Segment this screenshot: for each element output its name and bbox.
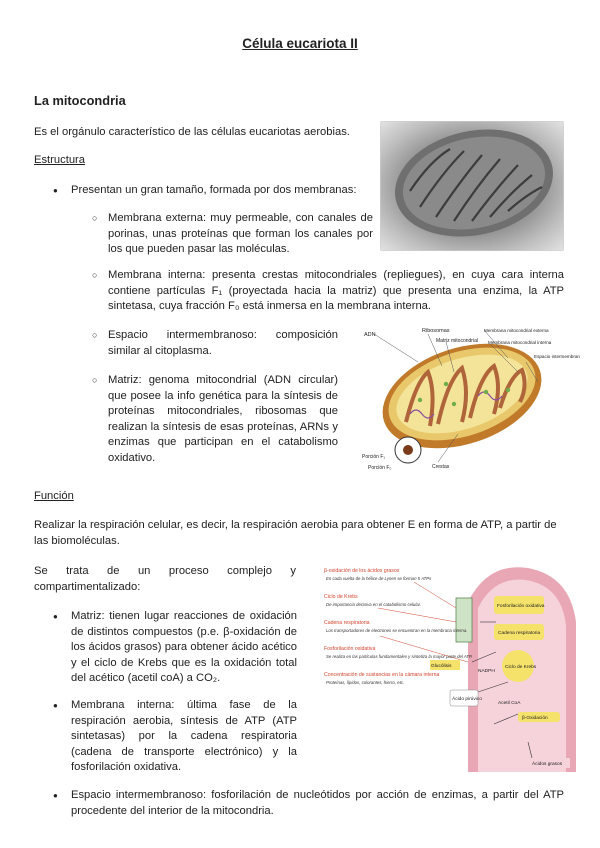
page-title: Célula eucariota II xyxy=(242,36,358,51)
label-f0: Porción F₀ xyxy=(368,465,392,471)
label-f1: Porción F₁ xyxy=(362,454,386,460)
legend-title-1: Ciclo de Krebs xyxy=(324,594,358,600)
legend-desc-4: Proteínas, lípidos, colorantes, hierro, etc. xyxy=(326,680,405,685)
label-matriz: Matriz mitocondrial xyxy=(436,338,478,344)
box-acetil: Acetil CoA xyxy=(498,701,521,706)
legend-desc-2: Los transportadores de electrones se encuentran en la membrana interna. xyxy=(326,628,468,633)
item-membrana-interna: ○ Membrana interna: presenta crestas mitocondriales (repliegues), en cuya cara interna contiene partículas F₁ (proyectada hacia la matriz) que presenta una enzima, la ATP sintetasa, cuya fracción F₀ está inmersa en la membrana interna. xyxy=(108,268,564,315)
label-externa: Membrana mitocondrial externa xyxy=(484,328,549,333)
funcion-bullet-matriz: ● Matriz: tienen lugar reacciones de oxidación de distintos compuestos (p.e. β-oxidación de los ácidos grasos) para obtener ácido acético y el ciclo de Krebs que es la oxidación total del acético (acetil coA) a CO₂. xyxy=(71,609,297,687)
section-heading: La mitocondria xyxy=(34,93,126,108)
box-fosforilacion: Fosforilación oxidativa xyxy=(497,604,545,609)
box-ciclo: Ciclo de Krebs xyxy=(505,665,537,670)
box-cadena: Cadena respiratoria xyxy=(498,631,541,636)
intro-text: Es el orgánulo característico de las células eucariotas aerobias. xyxy=(34,126,350,138)
legend-title-4: Concentración de sustancias en la cámara interna xyxy=(324,672,440,678)
item-espacio: ○ Espacio intermembranoso: composición similar al citoplasma. xyxy=(108,328,338,359)
funcion-text: Realizar la respiración celular, es decir, la respiración aerobia para obtener E en forma de ATP, a partir de las biomoléculas. xyxy=(34,519,557,547)
label-espacio: Espacio intermembrana xyxy=(534,354,580,359)
legend-title-2: Cadena respiratoria xyxy=(324,620,370,626)
function-diagram xyxy=(318,562,580,772)
legend-desc-1: De importancia decisiva en el catabolismo celular. xyxy=(326,602,422,607)
box-acido: Ácido pirúvico xyxy=(452,697,482,702)
label-ribosomas: Ribosomas xyxy=(422,328,450,334)
funcion-bullet-membrana: ● Membrana interna: última fase de la respiración aerobia, síntesis de ATP (ATP sintetasas) por la cadena respiratoria (cadena de transporte electrónico) y la fosforilación oxidativa. xyxy=(71,698,297,776)
mitochondria-diagram xyxy=(358,322,580,474)
legend-desc-0: En cada vuelta de la hélice de Lynen se forman 5 ATPs xyxy=(326,576,432,581)
box-nadph: NADPH xyxy=(478,669,495,674)
estructura-bullet: ● Presentan un gran tamaño, formada por dos membranas: xyxy=(71,183,371,199)
funcion-sub: Se trata de un proceso complejo y compartimentalizado: xyxy=(34,565,296,593)
estructura-heading: Estructura xyxy=(34,154,85,166)
funcion-bullet-espacio: ● Espacio intermembranoso: fosforilación de nucleótidos por acción de enzimas, a partir del ATP procedente del interior de la mitocondria. xyxy=(71,788,564,819)
legend-desc-3: Se realiza en las partículas fundamentales y sintetiza la mayor parte del ATP. xyxy=(326,654,473,659)
label-crestas: Crestas xyxy=(432,464,450,470)
box-boxidacion: β-Oxidación xyxy=(522,716,548,721)
box-acidos-grasos: Ácidos grasos xyxy=(532,762,563,767)
legend-title-3: Fosforilación oxidativa xyxy=(324,646,376,652)
label-adn: ADN xyxy=(364,332,376,338)
funcion-heading: Función xyxy=(34,490,74,502)
mitochondria-micrograph xyxy=(380,121,564,251)
item-membrana-externa: ○ Membrana externa: muy permeable, con canales de porinas, unas proteínas que forman los canales por los que pueden pasar las moléculas. xyxy=(108,211,373,258)
box-glucolisis: Glucólisis xyxy=(431,664,452,669)
legend-title-0: β-oxidación de los ácidos grasos xyxy=(324,568,400,574)
item-matriz: ○ Matriz: genoma mitocondrial (ADN circular) que posee la info genética para la síntesis de proteínas mitocondriales, ribosomas que realizan la síntesis de esas proteínas, ARNs y enzimas que participan en el catabolismo oxidativo. xyxy=(108,373,338,466)
label-interna: Membrana mitocondrial interna xyxy=(488,340,552,345)
